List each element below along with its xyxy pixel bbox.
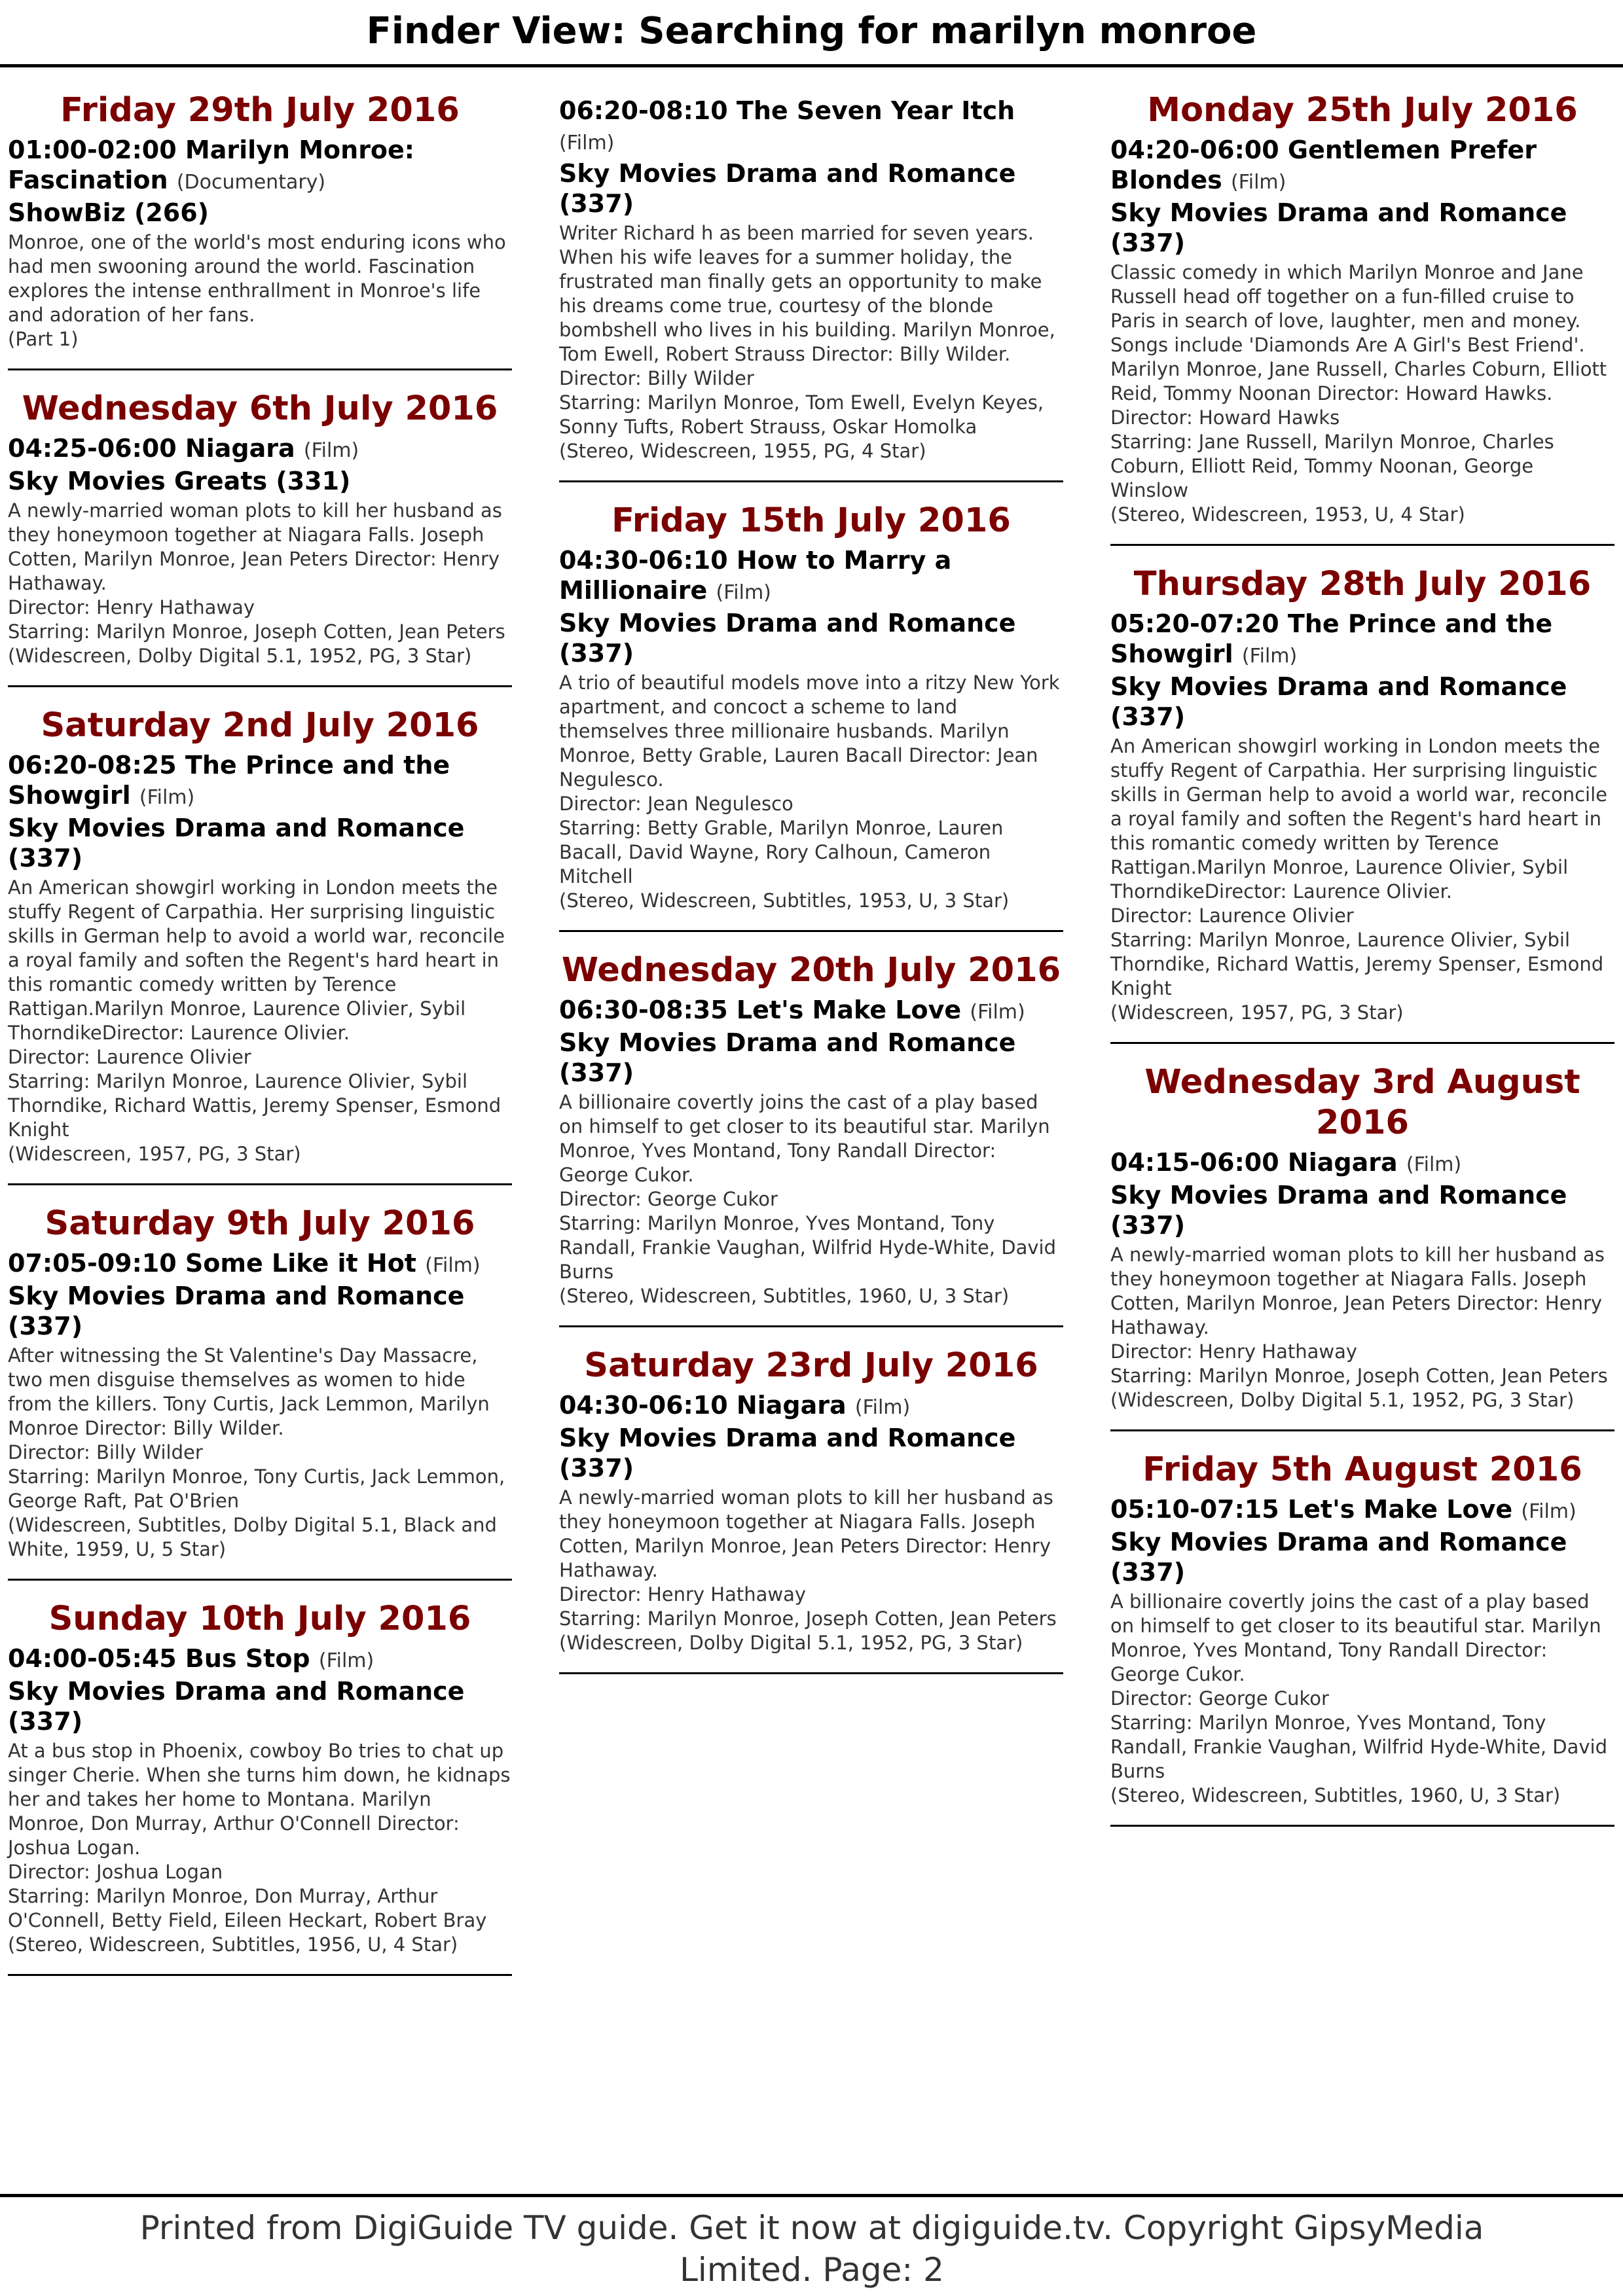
programme-genre: (Film) [139, 786, 195, 809]
programme-genre: (Film) [716, 581, 771, 604]
listing-entry [1110, 1062, 1614, 1431]
programme-description: Monroe, one of the world's most enduring icons who had men swooning around the world. Fascination explores the intense enthrallment in Monroe's life and adoration of her fans. (Part 1) [8, 231, 506, 350]
page-title: Finder View: Searching for marilyn monroe [366, 10, 1257, 52]
listing-entry [8, 90, 512, 370]
day-heading: Friday 15th July 2016 [611, 501, 1011, 540]
programme-genre: (Film) [970, 1001, 1025, 1024]
programme-genre: (Film) [1406, 1153, 1462, 1176]
footer-divider [0, 2194, 1623, 2197]
programme-description: A newly-married woman plots to kill her husband as they honeymoon together at Niagara Falls. Joseph Cotten, Marilyn Monroe, Jean Peters Director: Henry Hathaway. Director: Henry Hathaway Starring: Marilyn Monroe, Joseph Cotten, Jean Peters (Widescreen, Dolby Digital 5.1, 1952, PG, 3 Star) [559, 1486, 1057, 1654]
channel-name: Sky Movies Drama and Romance (337) [559, 609, 1016, 668]
programme-time-title [8, 135, 512, 198]
programme-genre: (Film) [1241, 645, 1298, 668]
programme-time-title [8, 1248, 512, 1281]
programme-time-title [1110, 135, 1614, 198]
channel-name: ShowBiz (266) [8, 198, 210, 227]
programme-description: A billionaire covertly joins the cast of a play based on himself to get closer to its beautiful star. Marilyn Monroe, Yves Montand, Tony Randall Director: George Cukor. Director: George Cukor Starring: Marilyn Monroe, Yves Montand, Tony Randall, Frankie Vaughan, Wilfrid Hyde-White, David Burns (Stereo, Widescreen, Subtitles, 1960, U, 3 Star) [1110, 1590, 1608, 1806]
day-heading: Saturday 2nd July 2016 [41, 706, 479, 745]
programme-genre: (Film) [318, 1649, 374, 1672]
day-heading: Wednesday 20th July 2016 [561, 951, 1061, 990]
day-heading: Sunday 10th July 2016 [48, 1600, 471, 1638]
programme-description: After witnessing the St Valentine's Day Massacre, two men disguise themselves as women to hide from the killers. Tony Curtis, Jack Lemmon, Marilyn Monroe Director: Billy Wilder. Director: Billy Wilder Starring: Marilyn Monroe, Tony Curtis, Jack Lemmon, George Raft, Pat O'Brien (Widescreen, Subtitles, Dolby Digital 5.1, Black and White, 1959, U, 5 Star) [8, 1344, 505, 1560]
programme-title: 06:30-08:35 Let's Make Love [559, 996, 962, 1024]
listing-entry [1110, 1450, 1614, 1827]
programme-title: 06:20-08:25 The Prince and the Showgirl [8, 751, 450, 810]
listing-entry [1110, 564, 1614, 1044]
programme-description: A newly-married woman plots to kill her husband as they honeymoon together at Niagara Falls. Joseph Cotten, Marilyn Monroe, Jean Peters Director: Henry Hathaway. Director: Henry Hathaway Starring: Marilyn Monroe, Joseph Cotten, Jean Peters (Widescreen, Dolby Digital 5.1, 1952, PG, 3 Star) [8, 499, 505, 667]
day-heading: Thursday 28th July 2016 [1133, 565, 1592, 603]
listing-column-2 [559, 92, 1063, 1693]
programme-time-title [8, 433, 512, 466]
listing-entry [559, 1346, 1063, 1674]
programme-description: An American showgirl working in London meets the stuffy Regent of Carpathia. Her surprising linguistic skills in German help to avoid a world war, reconcile a royal family and soften the Regent's hard heart in this romantic comedy written by Terence Rattigan.Marilyn Monroe, Laurence Olivier, Sybil ThorndikeDirector: Laurence Olivier. Director: Laurence Olivier Starring: Marilyn Monroe, Laurence Olivier, Sybil Thorndike, Richard Wattis, Jeremy Spenser, Esmond Knight (Widescreen, 1957, PG, 3 Star) [1110, 735, 1607, 1024]
programme-genre: (Film) [1521, 1500, 1577, 1523]
channel-name: Sky Movies Drama and Romance (337) [559, 1028, 1016, 1087]
listing-entry [559, 501, 1063, 932]
listing-entry [8, 389, 512, 687]
programme-time-title [8, 750, 512, 813]
programme-title: 04:15-06:00 Niagara [1110, 1148, 1398, 1177]
programme-genre: (Film) [854, 1396, 911, 1419]
day-heading: Wednesday 6th July 2016 [22, 389, 498, 428]
listing-entry [559, 96, 1063, 482]
programme-title: 06:20-08:10 The Seven Year Itch [559, 96, 1015, 125]
programme-genre: (Film) [559, 132, 615, 154]
channel-name: Sky Movies Drama and Romance (337) [8, 1282, 465, 1340]
programme-time-title [1110, 1147, 1614, 1180]
day-heading: Friday 29th July 2016 [60, 91, 460, 130]
channel-name: Sky Movies Greats (331) [8, 467, 351, 495]
programme-time-title [1110, 1494, 1614, 1527]
channel-name: Sky Movies Drama and Romance (337) [8, 814, 465, 872]
programme-time-title [8, 1643, 512, 1676]
channel-name: Sky Movies Drama and Romance (337) [1110, 198, 1567, 257]
programme-description: An American showgirl working in London meets the stuffy Regent of Carpathia. Her surprising linguistic skills in German help to avoid a world war, reconcile a royal family and soften the Regent's hard heart in this romantic comedy written by Terence Rattigan.Marilyn Monroe, Laurence Olivier, Sybil ThorndikeDirector: Laurence Olivier. Director: Laurence Olivier Starring: Marilyn Monroe, Laurence Olivier, Sybil Thorndike, Richard Wattis, Jeremy Spenser, Esmond Knight (Widescreen, 1957, PG, 3 Star) [8, 876, 505, 1165]
programme-description: A billionaire covertly joins the cast of a play based on himself to get closer to its beautiful star. Marilyn Monroe, Yves Montand, Tony Randall Director: George Cukor. Director: George Cukor Starring: Marilyn Monroe, Yves Montand, Tony Randall, Frankie Vaughan, Wilfrid Hyde-White, David Burns (Stereo, Widescreen, Subtitles, 1960, U, 3 Star) [559, 1091, 1057, 1307]
programme-genre: (Film) [425, 1254, 481, 1277]
programme-genre: (Film) [303, 439, 359, 462]
programme-description: At a bus stop in Phoenix, cowboy Bo tries to chat up singer Cherie. When she turns him down, he kidnaps her and takes her home to Montana. Marilyn Monroe, Don Murray, Arthur O'Connell Director: Joshua Logan. Director: Joshua Logan Starring: Marilyn Monroe, Don Murray, Arthur O'Connell, Betty Field, Eileen Heckart, Robert Bray (Stereo, Widescreen, Subtitles, 1956, U, 4 Star) [8, 1740, 511, 1956]
listing-entry [8, 706, 512, 1185]
programme-description: Writer Richard h as been married for seven years. When his wife leaves for a summer holiday, the frustrated man finally gets an opportunity to make his dreams come true, courtesy of the blonde bombshell who lives in his building. Marilyn Monroe, Tom Ewell, Robert Strauss Director: Billy Wilder. Director: Billy Wilder Starring: Marilyn Monroe, Tom Ewell, Evelyn Keyes, Sonny Tufts, Robert Strauss, Oskar Homolka (Stereo, Widescreen, 1955, PG, 4 Star) [559, 222, 1055, 462]
day-heading: Monday 25th July 2016 [1147, 91, 1578, 130]
listing-column-3 [1110, 90, 1614, 1845]
programme-title: 01:00-02:00 Marilyn Monroe: Fascination [8, 135, 415, 194]
channel-name: Sky Movies Drama and Romance (337) [1110, 1181, 1567, 1240]
programme-time-title [559, 1390, 1063, 1423]
programme-time-title [1110, 609, 1614, 672]
programme-title: 04:20-06:00 Gentlemen Prefer Blondes [1110, 135, 1537, 194]
programme-time-title [559, 96, 1063, 158]
listing-entry [559, 950, 1063, 1327]
programme-description: A newly-married woman plots to kill her husband as they honeymoon together at Niagara Falls. Joseph Cotten, Marilyn Monroe, Jean Peters Director: Henry Hathaway. Director: Henry Hathaway Starring: Marilyn Monroe, Joseph Cotten, Jean Peters (Widescreen, Dolby Digital 5.1, 1952, PG, 3 Star) [1110, 1244, 1608, 1411]
programme-title: 07:05-09:10 Some Like it Hot [8, 1249, 416, 1278]
channel-name: Sky Movies Drama and Romance (337) [559, 159, 1016, 218]
day-heading: Saturday 9th July 2016 [45, 1204, 475, 1243]
listing-entry [1110, 90, 1614, 546]
channel-name: Sky Movies Drama and Romance (337) [1110, 672, 1567, 731]
listing-column-1 [8, 90, 512, 1994]
programme-description: Classic comedy in which Marilyn Monroe and Jane Russell head off together on a fun-filled cruise to Paris in search of love, laughter, men and money. Songs include 'Diamonds Are A Girl's Best Friend'. Marilyn Monroe, Jane Russell, Charles Coburn, Elliott Reid, Tommy Noonan Director: Howard Hawks. Director: Howard Hawks Starring: Jane Russell, Marilyn Monroe, Charles Coburn, Elliott Reid, Tommy Noonan, George Winslow (Stereo, Widescreen, 1953, U, 4 Star) [1110, 261, 1607, 526]
programme-genre: (Documentary) [176, 171, 326, 194]
channel-name: Sky Movies Drama and Romance (337) [559, 1424, 1016, 1482]
programme-time-title [559, 995, 1063, 1028]
programme-title: 04:25-06:00 Niagara [8, 434, 295, 463]
programme-time-title [559, 545, 1063, 608]
programme-title: 05:10-07:15 Let's Make Love [1110, 1495, 1513, 1524]
programme-title: 04:00-05:45 Bus Stop [8, 1644, 310, 1673]
channel-name: Sky Movies Drama and Romance (337) [1110, 1528, 1567, 1587]
programme-title: 05:20-07:20 The Prince and the Showgirl [1110, 609, 1553, 668]
day-heading: Wednesday 3rd August 2016 [1144, 1063, 1580, 1142]
day-heading: Saturday 23rd July 2016 [584, 1346, 1038, 1385]
programme-title: 04:30-06:10 How to Marry a Millionaire [559, 546, 952, 605]
footer-text: Printed from DigiGuide TV guide. Get it now at digiguide.tv. Copyright GipsyMedia Limited. Page: 2 [139, 2209, 1484, 2289]
header-divider [0, 64, 1623, 67]
programme-genre: (Film) [1230, 171, 1286, 194]
listing-entry [8, 1599, 512, 1976]
programme-title: 04:30-06:10 Niagara [559, 1391, 847, 1420]
programme-description: A trio of beautiful models move into a ritzy New York apartment, and concoct a scheme to land themselves three millionaire husbands. Marilyn Monroe, Betty Grable, Lauren Bacall Director: Jean Negulesco. Director: Jean Negulesco Starring: Betty Grable, Marilyn Monroe, Lauren Bacall, David Wayne, Rory Calhoun, Cameron Mitchell (Stereo, Widescreen, Subtitles, 1953, U, 3 Star) [559, 672, 1060, 912]
day-heading: Friday 5th August 2016 [1142, 1450, 1582, 1489]
channel-name: Sky Movies Drama and Romance (337) [8, 1677, 465, 1736]
listing-entry [8, 1204, 512, 1581]
